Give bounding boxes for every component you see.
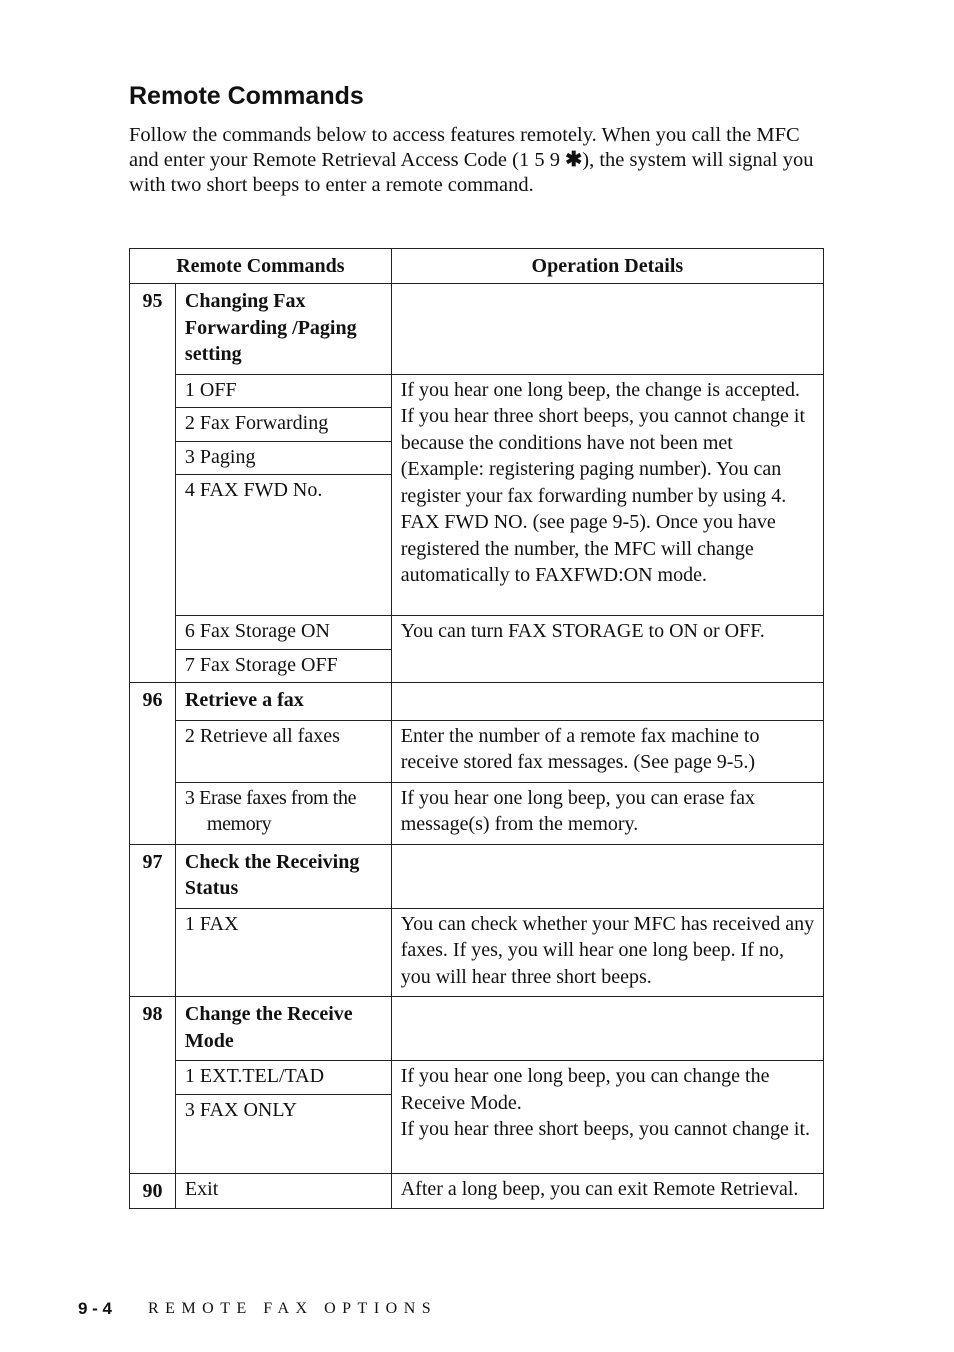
sub-command: 1 EXT.TEL/TAD <box>175 1061 391 1095</box>
page-number: 9 - 4 <box>78 1299 113 1318</box>
empty-detail-cell <box>391 284 823 375</box>
header-operation-details: Operation Details <box>391 249 823 284</box>
command-group-title: Change the Receive Mode <box>175 997 391 1061</box>
operation-detail: If you hear one long beep, the change is accepted. If you hear three short beeps, you cannot change it because the conditions have not been met (Example: registering paging number). You can register your fax forwarding number by using 4. FAX FWD NO. (see page 9-5). Once you have registered the number, the MFC will change automatically to FAXFWD:ON mode. <box>391 374 823 616</box>
empty-detail-cell <box>391 844 823 908</box>
command-group-title: Check the Receiving Status <box>175 844 391 908</box>
table-row <box>130 844 824 908</box>
operation-detail: If you hear one long beep, you can erase fax message(s) from the memory. <box>391 782 823 844</box>
command-number: 97 <box>130 844 176 997</box>
empty-detail-cell <box>391 997 823 1061</box>
sub-command: 7 Fax Storage OFF <box>175 649 391 683</box>
operation-detail: After a long beep, you can exit Remote Retrieval. <box>391 1173 823 1209</box>
sub-command-line: 3 Erase faxes from the <box>184 786 357 809</box>
sub-command: 4 FAX FWD No. <box>175 475 391 616</box>
command-number: 95 <box>130 284 176 683</box>
sub-command <box>175 782 391 844</box>
sub-command: 1 FAX <box>175 908 391 997</box>
intro-paragraph <box>129 123 829 198</box>
table-row <box>130 683 824 721</box>
page-heading: Remote Commands <box>129 82 364 110</box>
operation-detail <box>391 1061 823 1174</box>
sub-command: 3 Paging <box>175 441 391 475</box>
star-key-icon: ✱ <box>565 149 583 171</box>
intro-text-end: ), the system will signal you with two short beeps to enter a remote command. <box>129 149 814 196</box>
table-row <box>130 1173 824 1209</box>
table-row <box>130 616 824 650</box>
command-group-title: Retrieve a fax <box>175 683 391 721</box>
empty-detail-cell <box>391 683 823 721</box>
sub-command: Exit <box>175 1173 391 1209</box>
table-row <box>130 782 824 844</box>
table-row <box>130 374 824 408</box>
table-row <box>130 284 824 375</box>
command-number: 98 <box>130 997 176 1174</box>
table-row <box>130 720 824 782</box>
sub-command: 2 Fax Forwarding <box>175 408 391 442</box>
sub-command: 1 OFF <box>175 374 391 408</box>
operation-detail: You can turn FAX STORAGE to ON or OFF. <box>391 616 823 683</box>
intro-text-start: Follow the commands below to access features remotely. When you call the MFC and enter your Remote Retrieval Access Code (1 5 9 <box>129 124 800 171</box>
header-remote-commands: Remote Commands <box>130 249 392 284</box>
command-number: 96 <box>130 683 176 845</box>
table-row <box>130 1061 824 1095</box>
sub-command: 2 Retrieve all faxes <box>175 720 391 782</box>
operation-detail: You can check whether your MFC has received any faxes. If yes, you will hear one long beep. If no, you will hear three short beeps. <box>391 908 823 997</box>
sub-command: 3 FAX ONLY <box>175 1094 391 1173</box>
operation-detail: Enter the number of a remote fax machine to receive stored fax messages. (See page 9-5.) <box>391 720 823 782</box>
remote-commands-table <box>129 248 824 1209</box>
table-header-row <box>130 249 824 284</box>
sub-command-line: memory <box>206 813 272 835</box>
sub-command: 6 Fax Storage ON <box>175 616 391 650</box>
command-group-title: Changing Fax Forwarding /Paging setting <box>175 284 391 375</box>
operation-detail-line: If you hear three short beeps, you cannot change it. <box>400 1118 811 1140</box>
footer-section-title: REMOTE FAX OPTIONS <box>148 1300 438 1317</box>
operation-detail-line: If you hear one long beep, you can change the Receive Mode. <box>400 1065 770 1114</box>
table-row <box>130 908 824 997</box>
command-number: 90 <box>130 1173 176 1209</box>
table-row <box>130 997 824 1061</box>
